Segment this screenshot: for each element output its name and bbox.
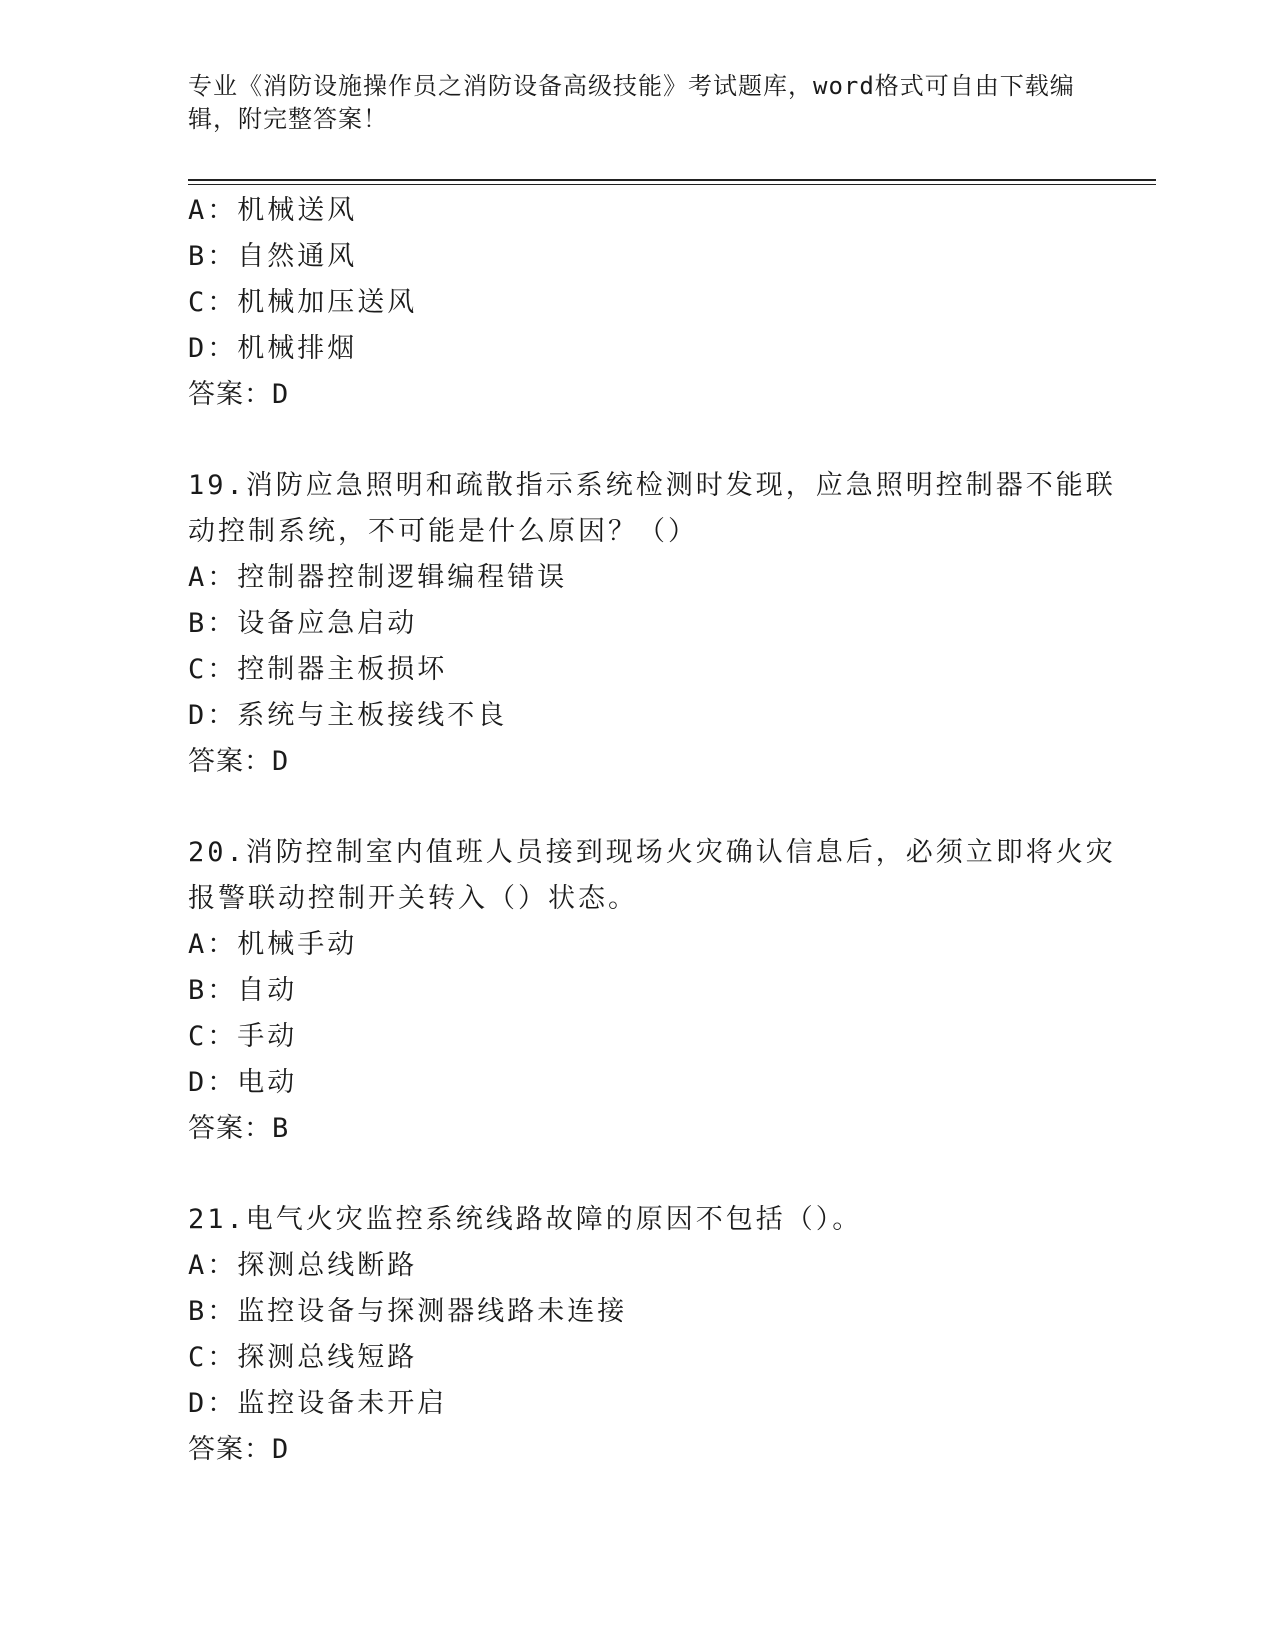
answer: 答案：D <box>188 379 290 410</box>
option-b: B：设备应急启动 <box>188 608 418 639</box>
question-stem: 19.消防应急照明和疏散指示系统检测时发现，应急照明控制器不能联 <box>188 470 1116 501</box>
spacer <box>188 1152 1088 1197</box>
answer: 答案：D <box>188 746 290 777</box>
option-b: B：自动 <box>188 975 298 1006</box>
option-c: C：机械加压送风 <box>188 287 418 318</box>
question-21 <box>188 1197 1088 1473</box>
header-line-2: 辑，附完整答案！ <box>188 105 388 133</box>
option-a: A：机械送风 <box>188 195 358 226</box>
question-stem-continued: 报警联动控制开关转入（）状态。 <box>188 883 638 914</box>
question-stem: 21.电气火灾监控系统线路故障的原因不包括（）。 <box>188 1204 863 1235</box>
option-d: D：监控设备未开启 <box>188 1388 448 1419</box>
spacer <box>188 785 1088 830</box>
answer: 答案：B <box>188 1113 290 1144</box>
answer: 答案：D <box>188 1434 290 1465</box>
option-c: C：手动 <box>188 1021 298 1052</box>
option-c: C：探测总线短路 <box>188 1342 418 1373</box>
question-list <box>188 188 1116 1473</box>
option-a: A：机械手动 <box>188 929 358 960</box>
header-divider-thick <box>188 179 1156 181</box>
option-c: C：控制器主板损坏 <box>188 654 448 685</box>
option-d: D：电动 <box>188 1067 298 1098</box>
header-line-1: 专业《消防设施操作员之消防设备高级技能》考试题库，word格式可自由下载编 <box>188 72 1075 100</box>
spacer <box>188 418 1088 463</box>
option-a: A：控制器控制逻辑编程错误 <box>188 562 568 593</box>
option-b: B：监控设备与探测器线路未连接 <box>188 1296 628 1327</box>
question-stem: 20.消防控制室内值班人员接到现场火灾确认信息后，必须立即将火灾 <box>188 837 1116 868</box>
option-d: D：系统与主板接线不良 <box>188 700 508 731</box>
option-d: D：机械排烟 <box>188 333 358 364</box>
question-stem-continued: 动控制系统，不可能是什么原因？（） <box>188 516 698 547</box>
question-18-continued <box>188 188 1088 418</box>
question-20 <box>188 830 1116 1152</box>
option-a: A：探测总线断路 <box>188 1250 418 1281</box>
question-19 <box>188 463 1116 785</box>
header-divider-thin <box>188 184 1156 185</box>
option-b: B：自然通风 <box>188 241 358 272</box>
document-header <box>188 70 1078 136</box>
